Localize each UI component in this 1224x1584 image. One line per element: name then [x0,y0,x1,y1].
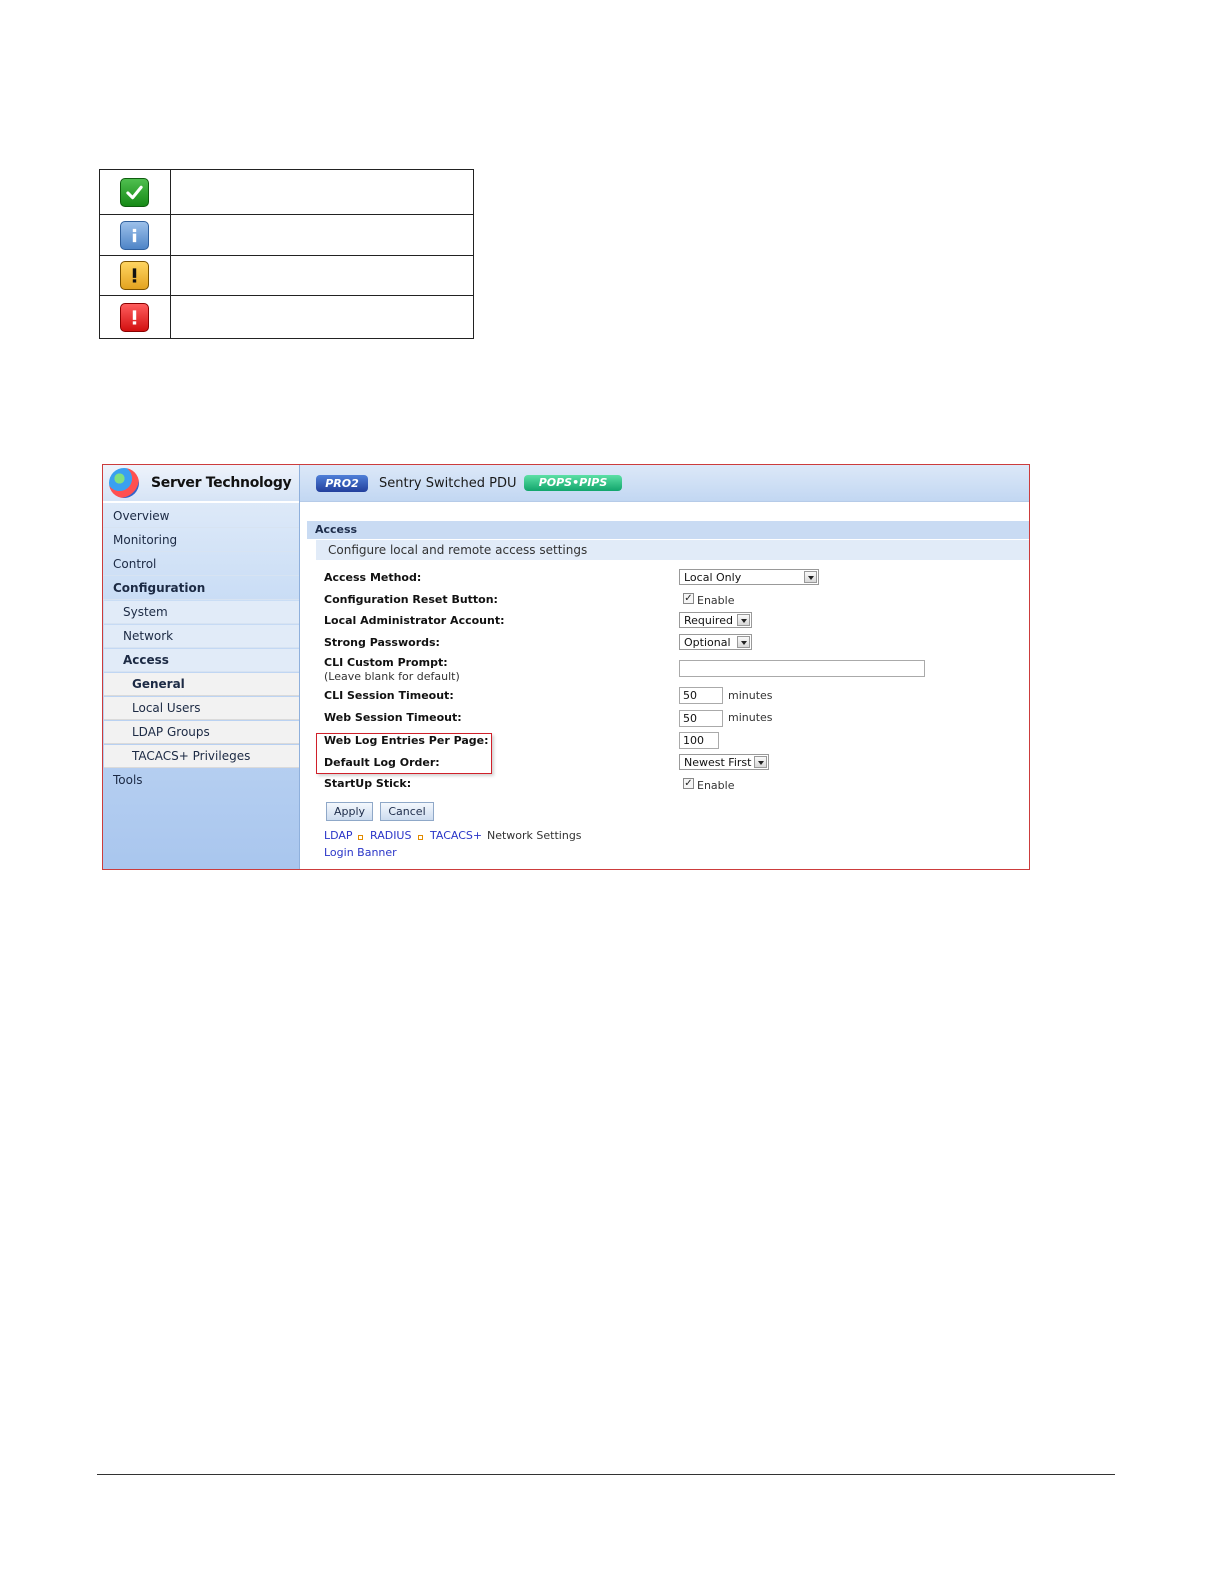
strong-passwords-select[interactable] [679,634,752,650]
web-log-entries-label: Web Log Entries Per Page: [324,734,489,747]
product-title: Sentry Switched PDU [379,476,517,491]
chevron-down-icon[interactable] [737,614,750,626]
local-admin-value: Required [684,614,733,627]
legend-row-warning [100,256,474,296]
legend-text-cell [170,215,473,256]
access-method-select[interactable] [679,569,819,585]
login-banner-link[interactable]: Login Banner [324,846,397,859]
local-admin-select[interactable] [679,612,752,628]
ldap-link[interactable]: LDAP [324,829,353,842]
sidebar-item-general[interactable]: General [104,673,299,696]
web-log-entries-input[interactable]: 100 [679,732,719,749]
legend-row-ok [100,170,474,215]
section-subtitle: Configure local and remote access settings [316,540,1029,560]
web-timeout-label: Web Session Timeout: [324,711,462,724]
sidebar-item-monitoring[interactable]: Monitoring [103,529,299,552]
cli-timeout-input[interactable]: 50 [679,687,723,704]
sidebar-item-overview[interactable]: Overview [103,505,299,528]
legend-text-cell [170,296,473,339]
config-reset-label: Configuration Reset Button: [324,593,498,606]
legend-text-cell [170,170,473,215]
cli-prompt-label: CLI Custom Prompt: [324,656,448,669]
globe-logo-icon [109,468,139,498]
sidebar-item-tools[interactable]: Tools [113,773,143,787]
legend-icon-cell [100,296,171,339]
chevron-down-icon[interactable] [754,756,767,768]
sidebar-nav [103,505,299,791]
legend-icon-cell [100,170,171,215]
cli-timeout-label: CLI Session Timeout: [324,689,454,702]
sidebar-item-control[interactable]: Control [103,553,299,576]
cli-timeout-unit: minutes [728,689,773,702]
pops-pips-badge: POPS•PIPS [524,475,622,491]
error-icon [120,303,149,332]
startup-stick-checkbox[interactable]: ✓ [684,778,693,789]
legend-row-info [100,215,474,256]
network-settings-text: Network Settings [487,829,582,842]
startup-stick-label: StartUp Stick: [324,777,412,790]
default-log-order-select[interactable] [679,754,769,770]
cancel-button[interactable]: Cancel [380,802,434,821]
bullet-separator-icon [418,835,423,840]
header-bar [300,465,1029,502]
sidebar-item-ldap-groups[interactable]: LDAP Groups [104,721,299,744]
legend-row-error [100,296,474,339]
strong-passwords-label: Strong Passwords: [324,636,440,649]
section-title: Access [307,521,1029,539]
legend-icon-cell [100,256,171,296]
sidebar-item-configuration[interactable]: Configuration [103,577,299,600]
default-log-order-value: Newest First [684,756,752,769]
default-log-order-label: Default Log Order: [324,756,440,769]
bullet-separator-icon [358,835,363,840]
chevron-down-icon[interactable] [804,571,817,583]
sidebar-item-system[interactable]: System [104,601,299,624]
info-icon [120,221,149,250]
apply-button[interactable]: Apply [326,802,373,821]
radius-link[interactable]: RADIUS [370,829,412,842]
config-reset-checkbox-label: Enable [697,594,735,607]
tacacs-link[interactable]: TACACS+ [430,829,483,842]
check-icon [120,178,149,207]
main-content [300,465,1029,869]
sidebar-item-tacacs-privileges[interactable]: TACACS+ Privileges [104,745,299,768]
sidebar-item-access[interactable]: Access [104,649,299,672]
local-admin-label: Local Administrator Account: [324,614,505,627]
access-method-label: Access Method: [324,571,422,584]
strong-passwords-value: Optional [684,636,731,649]
pdu-access-screenshot [102,464,1030,870]
web-timeout-input[interactable]: 50 [679,710,723,727]
sidebar-item-network[interactable]: Network [104,625,299,648]
status-icon-legend-table [99,169,474,339]
footer-divider [97,1474,1115,1475]
startup-stick-checkbox-label: Enable [697,779,735,792]
warning-icon [120,261,149,290]
chevron-down-icon[interactable] [737,636,750,648]
access-method-value: Local Only [684,571,742,584]
cli-prompt-hint: (Leave blank for default) [324,670,460,683]
config-reset-checkbox[interactable]: ✓ [684,593,693,604]
legend-icon-cell [100,215,171,256]
legend-text-cell [170,256,473,296]
brand-name: Server Technology [151,475,292,491]
pro2-badge: PRO2 [316,475,368,492]
sidebar-item-local-users[interactable]: Local Users [104,697,299,720]
web-timeout-unit: minutes [728,711,773,724]
brand-logo [103,465,299,503]
cli-prompt-input[interactable] [679,660,925,677]
sidebar [103,465,300,869]
